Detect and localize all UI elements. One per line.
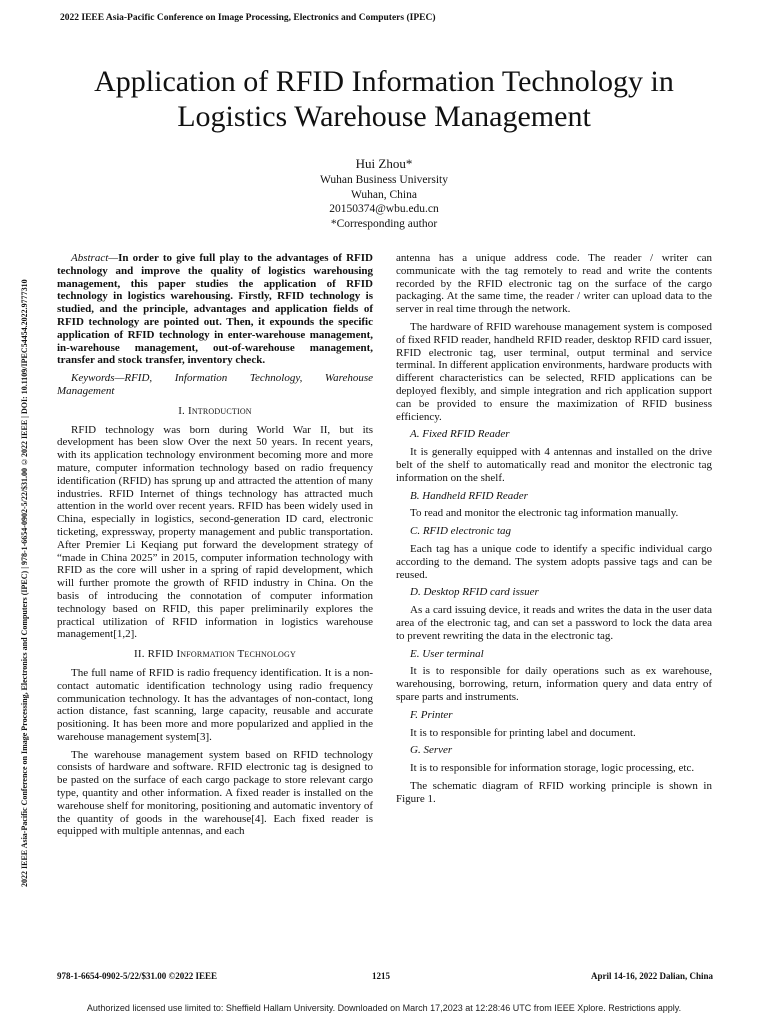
license-notice: Authorized licensed use limited to: Sheffield Hallam University. Downloaded on March 17,2023 at 12:28:46 UTC from IEEE Xplore. Restrictions apply.	[86, 1003, 682, 1013]
subheading-user-terminal: E. User terminal	[410, 647, 484, 660]
footer-date: April 14-16, 2022 Dalian, China	[590, 971, 713, 981]
page-number: 1215	[372, 971, 390, 981]
abstract-lead: Abstract—	[71, 252, 119, 264]
paper-title: Application of RFID Information Technology in Logistics Warehouse Management	[94, 65, 674, 133]
sidebar-citation: 2022 IEEE Asia-Pacific Conference on Image Processing, Electronics and Computers (IPEC) | 978-1-6654-0902-5/22/$31.00 ©2022 IEEE | DOI: 10.1109/IPEC54454.2022.9777310	[20, 279, 29, 887]
author-affiliation: Wuhan Business University	[320, 174, 448, 186]
hardware-paragraph: The hardware of RFID warehouse management system is composed of fixed RFID reader, handheld RFID reader, desktop RFID card issuer, RFID electronic tag, user terminal, output terminal and service terminal. In different application environments, hardware products with different characteristics can be selected, RFID applications can be deployed flexibly, and simple integration and rich application support can be provided to ensure the maximization of RFID business efficiency.	[396, 320, 712, 423]
subheading-fixed-reader: A. Fixed RFID Reader	[410, 428, 510, 441]
fixed-reader-text: It is generally equipped with 4 antennas and installed on the drive belt of the shelf to automatically read and monitor the electronic tag information on the shelf.	[396, 446, 712, 484]
left-column	[57, 252, 373, 843]
rfid-paragraph-2: The warehouse management system based on RFID technology consists of hardware and software. RFID electronic tag is designed to be pasted on the surface of each cargo package to store relevant cargo type, quantity and other information. A fixed reader is installed on the warehouse shelf for monitoring, positioning and automatic inventory of the quantity of goods in the warehouse[4]. Each fixed reader is equipped with multiple antennas, and each	[57, 748, 373, 838]
electronic-tag-text: Each tag has a unique code to identify a specific individual cargo according to the demand. The system adopts passive tags and can be reused.	[396, 542, 712, 581]
card-issuer-text: As a card issuing device, it reads and writes the data in the user data area of the electronic tag, and can set a password to lock the data area to prevent rewriting the data in the electronic tag.	[396, 604, 712, 642]
abstract-text: In order to give full play to the advantages of RFID technology and improve the quality of logistics warehousing management, this paper studies the application of RFID technology in logistics warehousing. Firstly, RFID technology is studied, and the principle, advantages and application fields of RFID technology are pointed out. Then, it expounds the specific application of RFID technology in enter-warehouse management, in-warehouse management, out-of-warehouse management, transfer and stock transfer, inventory check.	[57, 252, 373, 367]
user-terminal-text: It is to responsible for daily operations such as ex warehouse, warehousing, borrowing, return, information query and data entry of spare parts and instruments.	[396, 665, 712, 703]
antenna-paragraph: antenna has a unique address code. The reader / writer can communicate with the tag remotely to read and write the contents recorded by the RFID electronic tag on the surface of the cargo packaging. At the same time, the reader / writer can upload data to the server in real time through the network.	[396, 252, 712, 316]
schematic-reference: The schematic diagram of RFID working principle is shown in Figure 1.	[396, 779, 712, 805]
subheading-printer: F. Printer	[410, 708, 453, 721]
intro-paragraph: RFID technology was born during World War II, but its development has been slow Over the next 50 years. In recent years, with its application technology environment becoming more and more mature, computer information technology based on radio frequency identification (RFID) has sprung up and attracted the attention of many industries. RFID Internet of things technology has attracted much attention in the world over recent years. RFID has been widely used in China, especially in logistics, second-generation ID card, electronic ticketing, expressway, property management and public transportation. After Premier Li Keqiang put forward the development strategy of “made in China 2025” in 2015, computer information technology with RFID as the core will usher in a spring of rapid development, which will further promote the growth of RFID industry in China. On the basis of introducing the connotation of computer information technology based on RFID, this paper preliminarily explores the practical utilization of RFID information in logistics warehouse management[1,2].	[57, 423, 373, 641]
subheading-server: G. Server	[410, 744, 453, 757]
footer-isbn: 978-1-6654-0902-5/22/$31.00 ©2022 IEEE	[57, 971, 217, 981]
rfid-paragraph-1: The full name of RFID is radio frequency identification. It is a non-contact automatic identification technology using radio frequency communication technology. It has the advantages of non-contact, long action distance, fast scanning, large capacity, reusable and accurate positioning. It has been more and more popularized and applied in the warehouse management system[3].	[57, 666, 373, 743]
conference-header: 2022 IEEE Asia-Pacific Conference on Image Processing, Electronics and Computers (IPEC)	[60, 13, 436, 23]
handheld-reader-text: To read and monitor the electronic tag information manually.	[410, 507, 679, 520]
right-column	[396, 252, 712, 810]
subheading-electronic-tag: C. RFID electronic tag	[410, 525, 512, 538]
author-name: Hui Zhou*	[355, 156, 413, 171]
abstract	[57, 252, 373, 367]
keywords: Keywords—RFID, Information Technology, Warehouse Management	[57, 372, 373, 397]
author-email: 20150374@wbu.edu.cn	[329, 203, 439, 215]
subheading-handheld-reader: B. Handheld RFID Reader	[410, 489, 528, 502]
author-block	[184, 155, 584, 231]
section-heading-rfid-technology: II. RFID Information Technology	[134, 648, 296, 661]
server-text: It is to responsible for information storage, logic processing, etc.	[410, 762, 695, 775]
author-location: Wuhan, China	[351, 188, 417, 201]
corresponding-note: *Corresponding author	[330, 217, 438, 230]
printer-text: It is to responsible for printing label and document.	[410, 726, 636, 739]
section-heading-introduction: I. Introduction	[178, 404, 252, 417]
subheading-card-issuer: D. Desktop RFID card issuer	[410, 586, 539, 599]
